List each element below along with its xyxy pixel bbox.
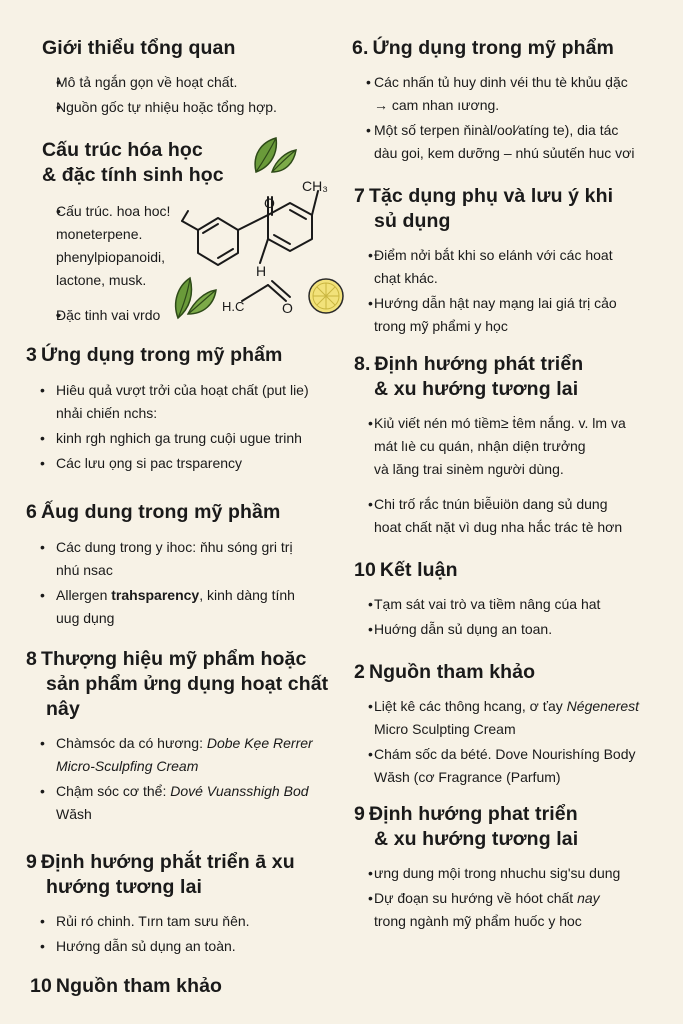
lemon-slice-icon: [306, 276, 346, 316]
section-future: [26, 850, 346, 960]
section-applications-2: [26, 500, 346, 632]
section-title: 8. Định hướng phát triển & xu hướng tương lai: [354, 353, 584, 400]
list-item: • Các dung trong y ihoc: ňhu sóng gri trị nhú nsac: [26, 536, 346, 582]
section-title: 7 Tặc dụng phụ và lưu ý khi sủ dụng: [354, 185, 614, 232]
section-title: 10 Kết luận: [354, 559, 458, 581]
list-item: • Kiủ viết nén mó tiềm≥ ṫêm nắng. v. lm va mát lıè cu quán, nhận diện trưởng và lăng trai sinèm người dùng.: [354, 412, 672, 481]
list-item: • Các lưu ọng si pac trsparency: [26, 452, 346, 475]
list-item: • Đặc tinh vai vrdo: [42, 304, 362, 327]
list-item: • Chàmsóc da có hương: Dobe Kẹe Rerrer Micro-Sculpfing Cream: [26, 732, 346, 778]
list-item: • Dự đoạn su hướng về hóot chất nay trong ngành mỹ phẩm huốc y hoc: [354, 887, 672, 933]
chem-label-h: H: [256, 263, 267, 279]
section-title: 3 Ứng dụng trong mỹ phẩm: [26, 344, 283, 366]
list-item: • Một số terpen ňinàl/ool⁄atíng te), dia tác dàu goi, kem dưỡng – nhú sủutến huc vơi: [352, 119, 670, 165]
list-item: • kinh rgh nghich ga trung cuội ugue trinh: [26, 427, 346, 450]
chem-label-ch3: CH₃: [302, 178, 328, 194]
section-applications: [26, 343, 346, 477]
list-item: • ưng dung mội trong nhuchu sig'su dung: [354, 862, 672, 885]
section-references-right: [354, 660, 672, 791]
list-item: • Cấu trúc. hoa hoc! moneterpene. phenylpiopanoidi, lactone, musk.: [42, 200, 362, 292]
chem-label-hc: H.C: [222, 299, 245, 314]
section-title: 9 Định hướng phắt triển ā xu hướng tương lai: [26, 851, 295, 898]
leaf-icon: [168, 274, 220, 324]
list-item: • Hướng dẫn sủ dụng an toàn.: [26, 935, 346, 958]
section-title: 10 Nguồn tham khảo: [30, 975, 223, 997]
list-item: • Hướng dẫn hật nay mạng lai giá trị cảo trong mỹ phẩmi y học: [354, 292, 672, 338]
list-item: • Chi trố rắc tnún biễuiön dang sủ dung hoat chất nặt vì dug nha hắc trác tè hơn: [354, 493, 672, 539]
list-item: • Rủi ró chinh. Tırn tam sưu ňên.: [26, 910, 346, 933]
section-title: 9 Định hướng phat triển & xu hướng tương lai: [354, 803, 579, 850]
section-conclusion: [354, 558, 672, 643]
section-applications-right: [352, 36, 670, 167]
list-item: • Chám sốc da bété. Dove Nourishíng Body Wăsh (cơ Fragrance (Parfum): [354, 743, 672, 789]
list-item: • Các nhấn tủ huy dinh véi thu tè khủu ḍặc → cam nhan ıương.: [352, 71, 670, 117]
list-item: • Mô tả ngắn gọn về hoạt chất.: [42, 71, 362, 94]
section-title: 8 Thượng hiệu mỹ phẩm hoặc sản phẩm ửng dụng hoạt chất nây: [26, 648, 329, 720]
list-item: • Allergen trahsparency, kinh dàng tính uug dụng: [26, 584, 346, 630]
section-title: 2 Nguồn tham khảo: [354, 661, 536, 683]
section-future-right-2: [354, 802, 672, 935]
section-future-right: [354, 352, 672, 541]
section-references: [30, 974, 350, 999]
section-side-effects: [354, 184, 672, 340]
section-title: Cấu trúc hóa học & đặc tính sinh học: [42, 139, 224, 186]
section-title: 6. Ứng dụng trong mỹ phẩm: [352, 37, 614, 59]
chem-label-o2: O: [282, 300, 293, 316]
section-brands: [26, 647, 346, 828]
section-title: Giới thiểu tổng quan: [42, 37, 236, 59]
leaf-icon: [248, 132, 298, 182]
list-item: • Liệt kê các thông hcang, ơ ťay Négenerest Micro Sculpting Cream: [354, 695, 672, 741]
list-item: • Nguồn gốc tự nhiệu hoặc tổng hợp.: [42, 96, 362, 119]
section-title: 6 Ấug dung trong mỹ phầm: [26, 501, 281, 523]
chem-label-o: O: [264, 195, 275, 211]
list-item: • Chậm sóc cơ thể: Dové Vuansshigh Bod Wăsh: [26, 780, 346, 826]
list-item: • Tạm sát vai trò va tiềm nâng cúa hat: [354, 593, 672, 616]
list-item: • Điểm nởi bắt khi so elánh với các hoat chạt khác.: [354, 244, 672, 290]
list-item: • Huớng dẫn sủ dụng an toan.: [354, 618, 672, 641]
list-item: • Hiêu quả vượt trởi của hoạt chất (put lie) nhải chiến nchs:: [26, 379, 346, 425]
section-intro: [42, 36, 362, 121]
